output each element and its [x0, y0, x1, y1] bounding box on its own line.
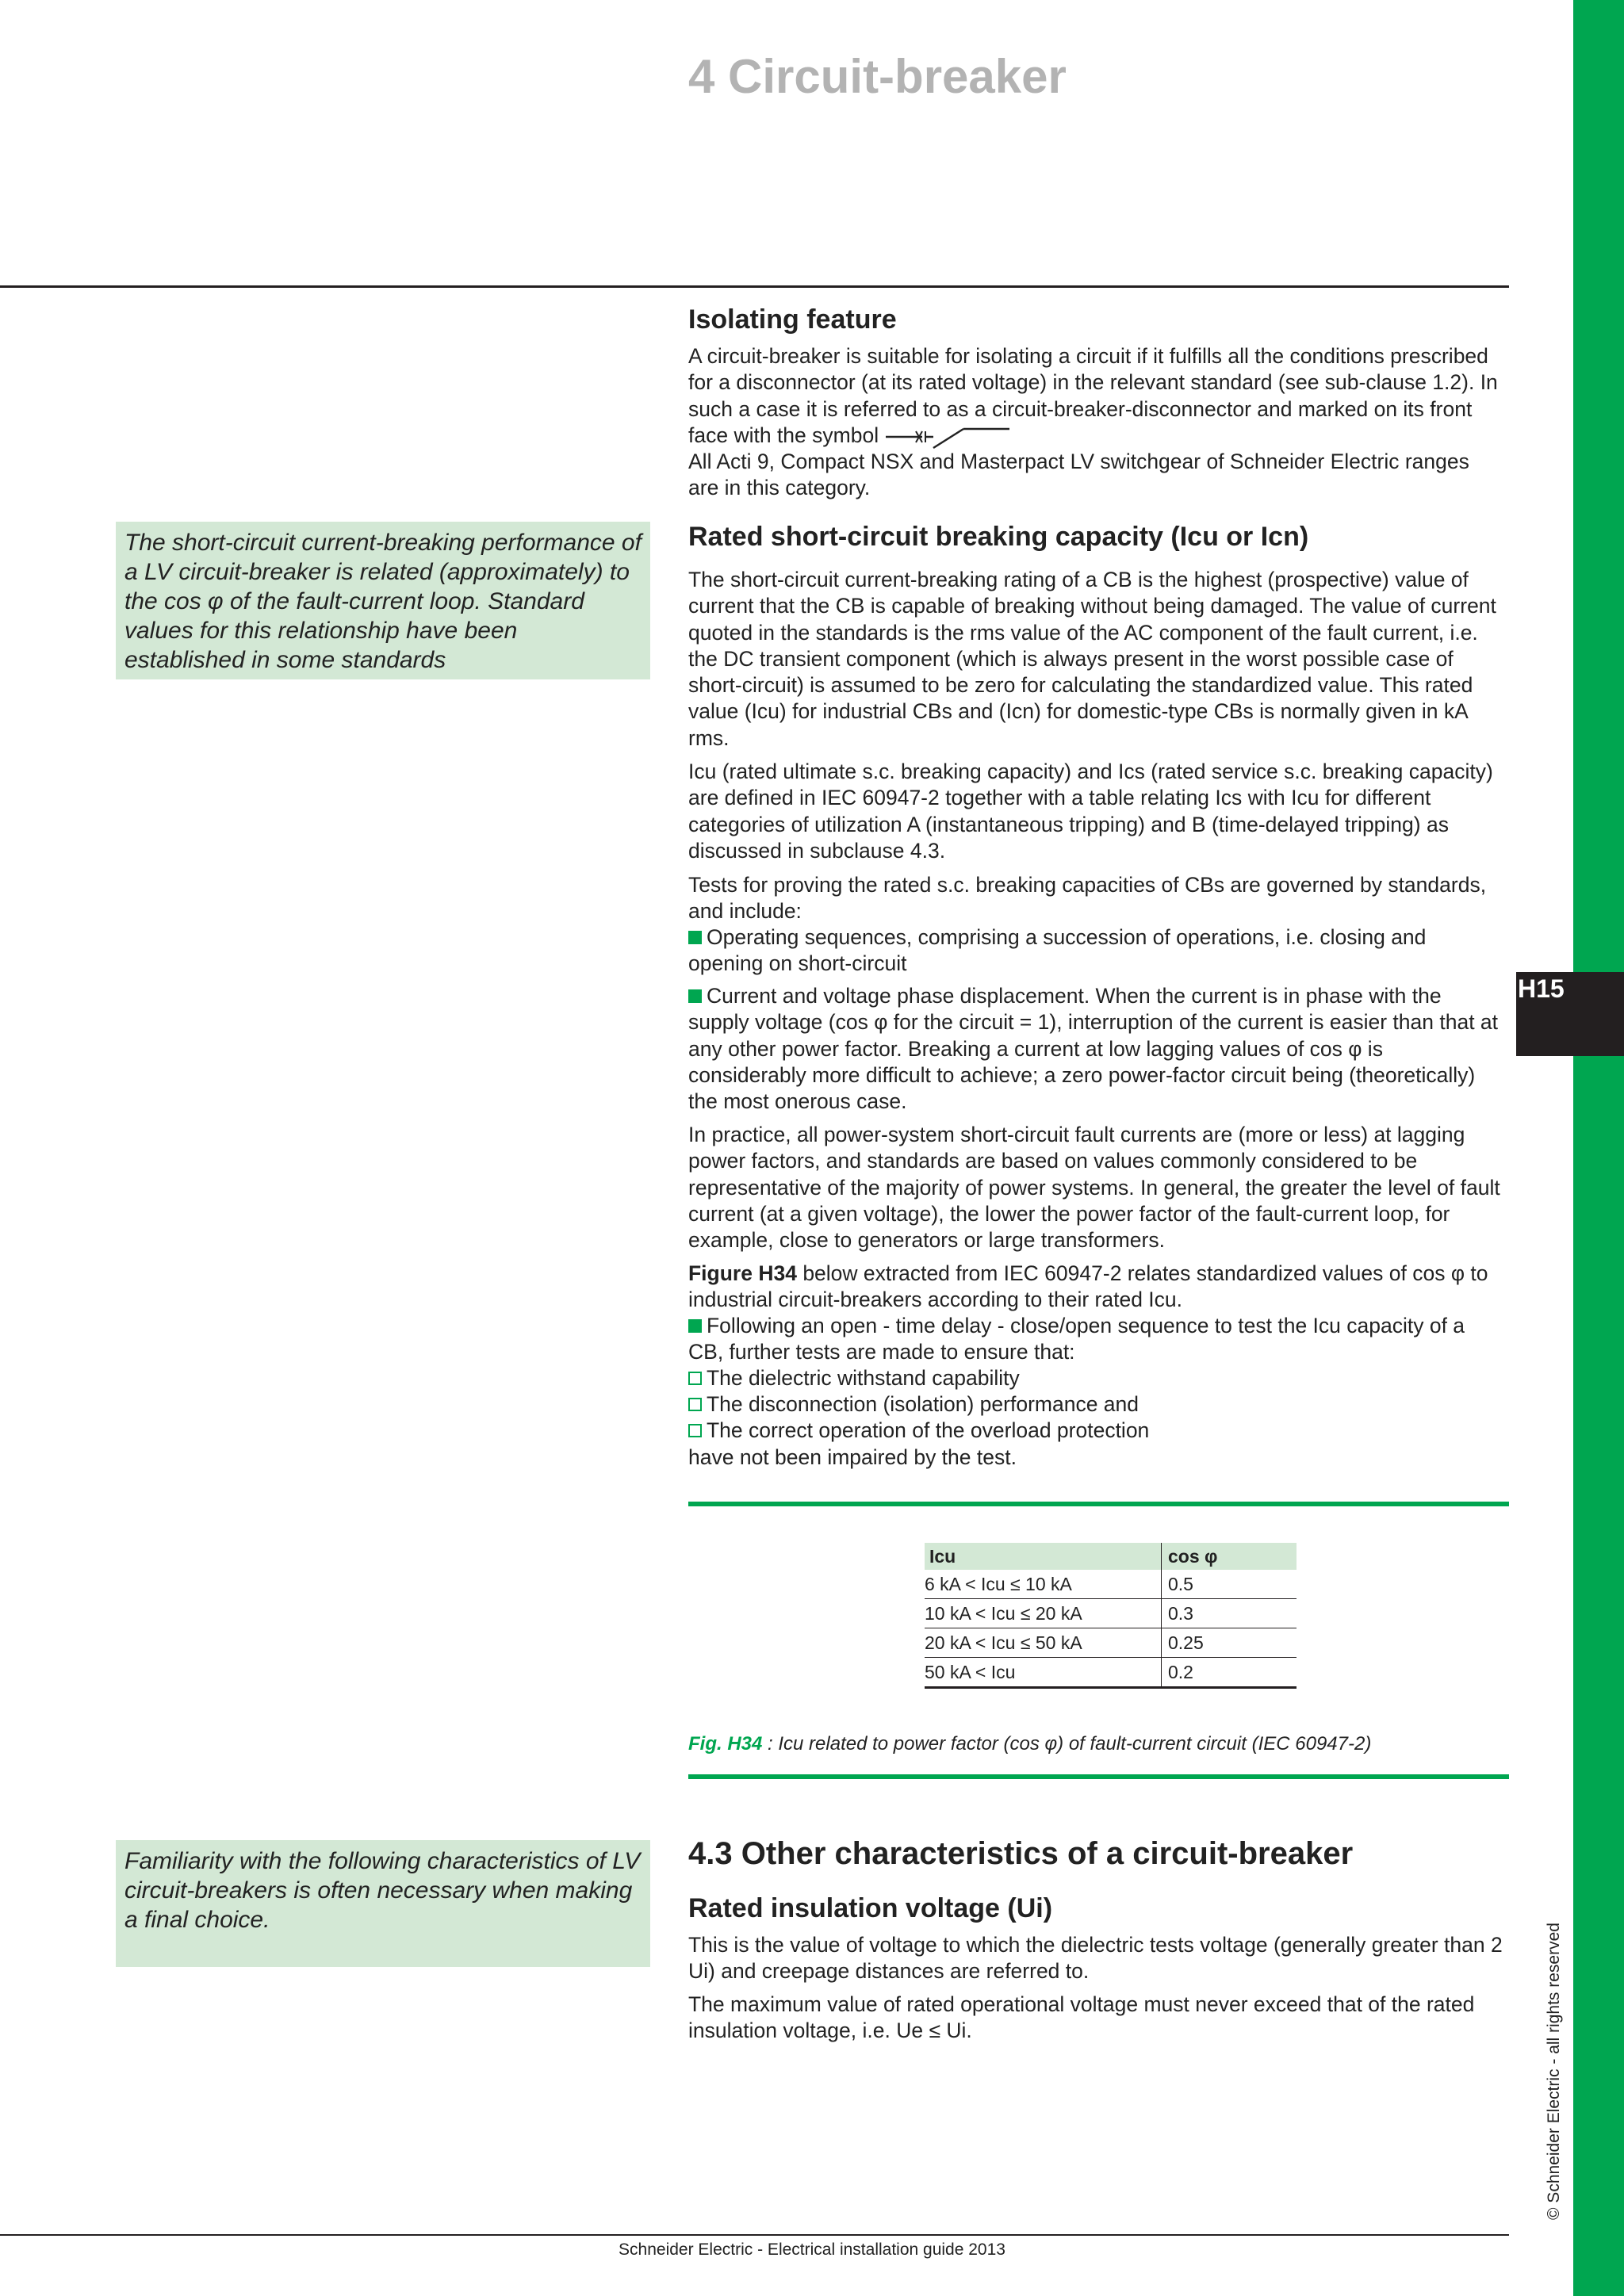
table-cell-icu: 10 kA < Icu ≤ 20 kA [925, 1599, 1162, 1628]
table-row [925, 1599, 1297, 1628]
bullet-text: Current and voltage phase displacement. When the current is in phase with the supply voltage (cos φ for the circuit = 1), interruption of the current is easier than that at any other power factor. Breaking a current at low lagging values of cos φ is considerably more difficult to achieve; a zero power-factor circuit being (theoretically) the most onerous case. [688, 984, 1499, 1114]
bullet-text: Following an open - time delay - close/open sequence to test the Icu capacity of a CB, further tests are made to ensure that: [688, 1314, 1465, 1364]
isolating-text: A circuit-breaker is suitable for isolating a circuit if it fulfills all the conditions prescribed for a disconnector (at its rated voltage) in the relevant standard (see sub-clause 1.2). In such a case it is referred to as a circuit-breaker-disconnector and marked on its front face with the symbol [688, 344, 1498, 447]
open-square-icon [688, 1424, 702, 1437]
table-header-cos-phi: cos φ [1162, 1543, 1297, 1570]
table-cell-icu: 6 kA < Icu ≤ 10 kA [925, 1570, 1162, 1599]
rated-sc-paragraph-2: Icu (rated ultimate s.c. breaking capacity) and Ics (rated service s.c. breaking capacity) are defined in IEC 60947-2 together with a table relating Ics with Icu for different categories of utilization A (instantaneous tripping) and B (time-delayed tripping) as discussed in subclause 4.3. [688, 760, 1493, 863]
isolating-paragraph [688, 343, 1505, 502]
sub-bullet-text: The dielectric withstand capability [707, 1366, 1020, 1390]
figure-caption-text: : Icu related to power factor (cos φ) of fault-current circuit (IEC 60947-2) [762, 1733, 1372, 1755]
table-row [925, 1570, 1297, 1599]
table-cell-cos-phi: 0.3 [1162, 1599, 1297, 1628]
heading-isolating-feature: Isolating feature [688, 304, 897, 335]
table-cell-icu: 20 kA < Icu ≤ 50 kA [925, 1628, 1162, 1658]
sub-bullet-overload [688, 1418, 1505, 1444]
copyright-notice: © Schneider Electric - all rights reserved [1545, 1923, 1563, 2220]
table-row [925, 1658, 1297, 1688]
header-rule [0, 285, 1509, 288]
rated-sc-paragraph-4: In practice, all power-system short-circuit fault currents are (more or less) at lagging power factors, and standards are based on values commonly considered to be representative of the majority of power systems. In general, the greater the level of fault current (at a given voltage), the lower the power factor of the fault-current loop, for example, close to generators or large transformers. [688, 1123, 1500, 1253]
rated-sc-paragraph-1: The short-circuit current-breaking rating of a CB is the highest (prospective) value of current that the CB is capable of breaking without being damaged. The value of current quoted in the standards is the rms value of the AC component of the fault current, i.e. the DC transient component (which is always present in the worst possible case of short-circuit) is assumed to be zero for calculating the standardized value. This rated value (Icu) for industrial CBs and (Icn) for domestic-type CBs is normally given in kA rms. [688, 568, 1496, 750]
table-cell-icu: 50 kA < Icu [925, 1658, 1162, 1688]
table-cell-cos-phi: 0.2 [1162, 1658, 1297, 1688]
open-square-icon [688, 1372, 702, 1385]
bullet-text: Operating sequences, comprising a succession of operations, i.e. closing and opening on short-circuit [688, 925, 1427, 976]
heading-rated-insulation-voltage: Rated insulation voltage (Ui) [688, 1893, 1053, 1923]
figure-caption [688, 1733, 1371, 1755]
sub-bullet-dielectric [688, 1365, 1505, 1391]
footer-text: Schneider Electric - Electrical installation guide 2013 [619, 2241, 1005, 2259]
bullet-operating-sequences [688, 924, 1505, 978]
disconnector-symbol-icon [884, 426, 1011, 446]
heading-rated-sc-breaking: Rated short-circuit breaking capacity (Icu or Icn) [688, 522, 1309, 552]
bullet-square-icon [688, 989, 702, 1003]
bullet-square-icon [688, 1319, 702, 1333]
sub-bullet-text: The disconnection (isolation) performance and [707, 1392, 1139, 1416]
figure-label: Fig. H34 [688, 1733, 763, 1755]
page-number-tab: H15 [1516, 972, 1624, 1056]
section-heading-4-3: 4.3 Other characteristics of a circuit-breaker [688, 1836, 1354, 1871]
bullet-square-icon [688, 931, 702, 944]
sidenote-short-circuit: The short-circuit current-breaking performance of a LV circuit-breaker is related (approximately) to the cos φ of the fault-current loop. Standard values for this relationship have been established in some standards [116, 522, 650, 679]
bullet-open-close-sequence [688, 1313, 1505, 1366]
table-header-row [925, 1543, 1297, 1570]
rated-sc-paragraph-3: Tests for proving the rated s.c. breaking capacities of CBs are governed by standards, and include: [688, 873, 1487, 924]
table-cell-cos-phi: 0.25 [1162, 1628, 1297, 1658]
sub-bullet-disconnection [688, 1391, 1505, 1418]
isolating-text-2: All Acti 9, Compact NSX and Masterpact LV switchgear of Schneider Electric ranges are in this category. [688, 450, 1469, 500]
table-row [925, 1628, 1297, 1658]
footer-rule [0, 2234, 1509, 2236]
rated-sc-paragraph-5 [688, 1261, 1505, 1314]
sub-bullet-text: The correct operation of the overload protection [707, 1418, 1150, 1442]
table-header-icu: Icu [925, 1543, 1162, 1570]
figure-bottom-rule [688, 1774, 1509, 1779]
paragraph-text: below extracted from IEC 60947-2 relates standardized values of cos φ to industrial circuit-breakers according to their rated Icu. [688, 1261, 1488, 1312]
bullet-phase-displacement [688, 983, 1505, 1115]
open-square-icon [688, 1398, 702, 1411]
chapter-title: 4 Circuit-breaker [688, 50, 1067, 103]
table-cell-cos-phi: 0.5 [1162, 1570, 1297, 1599]
figure-reference: Figure H34 [688, 1261, 797, 1285]
sidenote-characteristics: Familiarity with the following characteristics of LV circuit-breakers is often necessary when making a final choice. [116, 1840, 650, 1967]
side-color-bar [1573, 0, 1624, 2296]
insulation-paragraph-1: This is the value of voltage to which the dielectric tests voltage (generally greater than 2 Ui) and creepage distances are referred to. [688, 1933, 1503, 1984]
insulation-paragraph-2: The maximum value of rated operational voltage must never exceed that of the rated insulation voltage, i.e. Ue ≤ Ui. [688, 1992, 1475, 2043]
rated-sc-paragraph-6: have not been impaired by the test. [688, 1445, 1017, 1469]
figure-top-rule [688, 1502, 1509, 1506]
icu-cos-phi-table [925, 1543, 1297, 1689]
